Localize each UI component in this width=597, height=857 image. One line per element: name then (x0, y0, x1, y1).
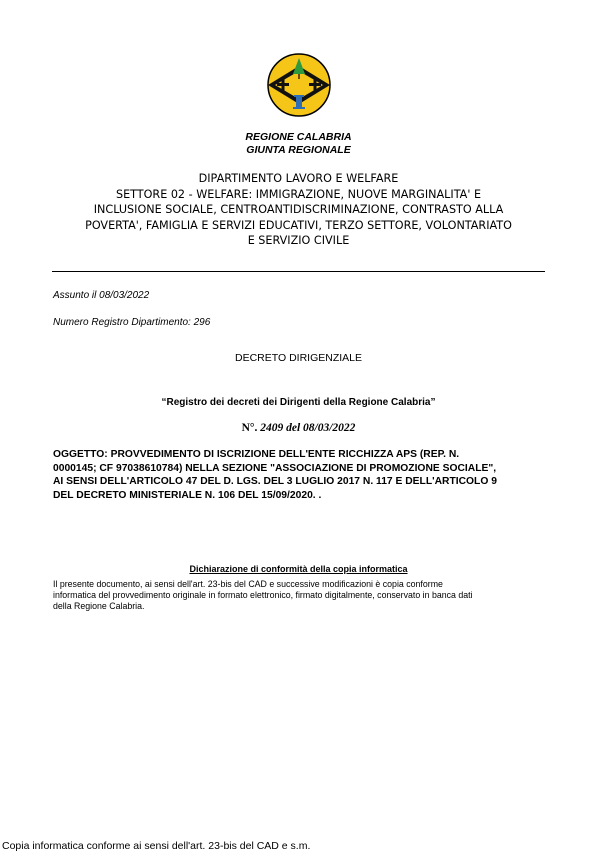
department-line: DIPARTIMENTO LAVORO E WELFARE (198, 172, 399, 185)
assunto-date: Assunto il 08/03/2022 (53, 290, 150, 301)
region-name: REGIONE CALABRIA (245, 131, 352, 143)
giunta-name: GIUNTA REGIONALE (246, 144, 351, 156)
department-heading (40, 171, 557, 249)
subject-line: OGGETTO: PROVVEDIMENTO DI ISCRIZIONE DELL'ENTE RICCHIZZA APS (REP. N. (53, 449, 460, 460)
subject-line: AI SENSI DELL'ARTICOLO 47 DEL D. LGS. DEL 3 LUGLIO 2017 N. 117 E DELL'ARTICOLO 9 (53, 476, 497, 487)
conformity-line: della Regione Calabria. (53, 601, 145, 612)
department-line: INCLUSIONE SOCIALE, CENTROANTIDISCRIMINAZIONE, CONTRASTO ALLA (93, 203, 504, 216)
header-divider (52, 271, 545, 272)
decree-type: DECRETO DIRIGENZIALE (235, 352, 362, 364)
decree-number-prefix: N°. (241, 422, 258, 434)
decree-number-value: 2409 del 08/03/2022 (260, 422, 356, 434)
numero-registro: Numero Registro Dipartimento: 296 (53, 317, 211, 328)
subject-line: 0000145; CF 97038610784) NELLA SEZIONE "ASSOCIAZIONE DI PROMOZIONE SOCIALE", (53, 462, 497, 474)
department-line: POVERTA', FAMIGLIA E SERVIZI EDUCATIVI, TERZO SETTORE, VOLONTARIATO (85, 218, 512, 232)
regione-calabria-emblem-icon (266, 52, 332, 118)
conformity-line: informatica del provvedimento originale in formato elettronico, firmato digitalmente, conservato in banca dati (53, 590, 473, 601)
department-line: SETTORE 02 - WELFARE: IMMIGRAZIONE, NUOVE MARGINALITA' E (115, 187, 482, 201)
conformity-title: Dichiarazione di conformità della copia informatica (189, 564, 408, 574)
subject-line: DEL DECRETO MINISTERIALE N. 106 DEL 15/09/2020. . (53, 489, 322, 501)
conformity-line: Il presente documento, ai sensi dell'art. 23-bis del CAD e successive modificazioni è copia conforme (53, 579, 443, 589)
decree-subject (53, 448, 545, 502)
conformity-text (53, 579, 545, 613)
department-line: E SERVIZIO CIVILE (247, 234, 350, 247)
footer-note: Copia informatica conforme ai sensi dell'art. 23-bis del CAD e s.m. (2, 840, 311, 852)
regione-calabria-logo (266, 52, 332, 118)
decree-number (0, 422, 597, 434)
decree-registry: “Registro dei decreti dei Dirigenti della Regione Calabria” (161, 397, 436, 408)
